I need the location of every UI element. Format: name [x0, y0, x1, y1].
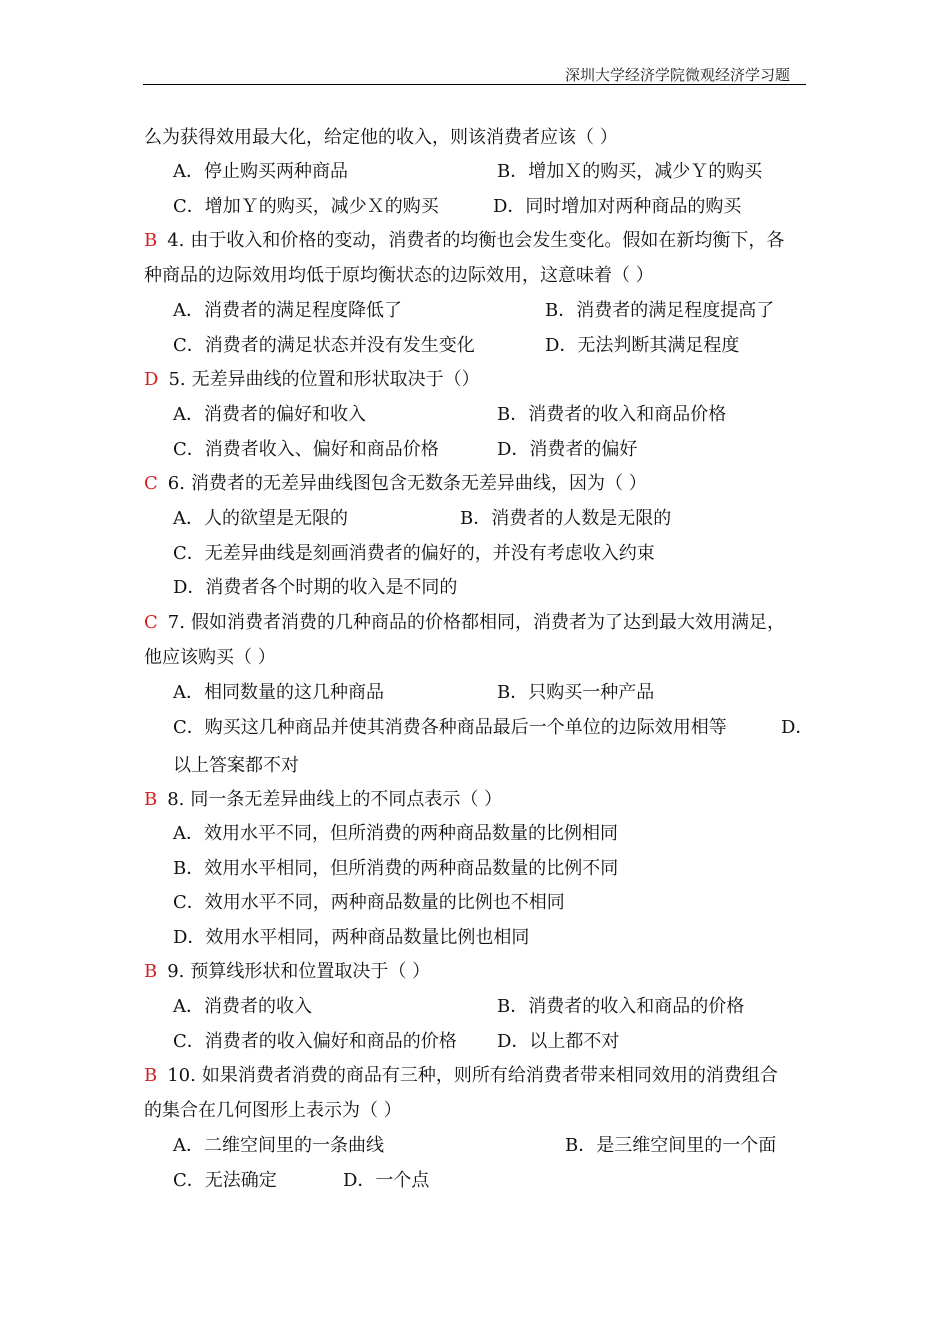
question-text: 无差异曲线的位置和形状取决于（） — [191, 369, 480, 390]
q8-option-a: A．效用水平不同，但所消费的两种商品数量的比例相同 — [173, 823, 618, 844]
q8-option-c: C．效用水平不同，两种商品数量的比例也不相同 — [173, 892, 565, 913]
question-8 — [144, 788, 502, 812]
q6-option-c: C．无差异曲线是刻画消费者的偏好的，并没有考虑收入约束 — [173, 543, 655, 564]
q7-option-c: C．购买这几种商品并使其消费各种商品最后一个单位的边际效用相等 — [173, 717, 727, 738]
header-title: 深圳大学经济学院微观经济学习题 — [564, 66, 790, 84]
question-text: 由于收入和价格的变动，消费者的均衡也会发生变化。假如在新均衡下，各 — [190, 230, 785, 251]
question-10-line2: 的集合在几何图形上表示为（ ） — [144, 1100, 402, 1121]
question-7-line2: 他应该购买（ ） — [144, 647, 276, 668]
question-text: 如果消费者消费的商品有三种，则所有给消费者带来相同效用的消费组合 — [201, 1065, 778, 1086]
q7-option-d-label: D． — [781, 717, 814, 738]
question-number: 8. — [167, 789, 185, 810]
q8-option-b: B．效用水平相同，但所消费的两种商品数量的比例不同 — [173, 858, 619, 879]
question-4-line2: 种商品的边际效用均低于原均衡状态的边际效用，这意味着（ ） — [144, 265, 654, 286]
question-number: 4. — [167, 230, 185, 251]
q6-option-a: A．人的欲望是无限的 — [173, 508, 348, 529]
question-number: 9. — [167, 961, 185, 982]
q7-option-b: B．只购买一种产品 — [497, 682, 655, 703]
question-6 — [144, 472, 647, 496]
q5-option-c: C．消费者收入、偏好和商品价格 — [173, 439, 439, 460]
answer-mark: D — [144, 369, 159, 390]
q3-option-d: D．同时增加对两种商品的购买 — [493, 196, 742, 217]
question-5 — [144, 368, 480, 392]
q4-option-b: B．消费者的满足程度提高了 — [545, 300, 775, 321]
answer-mark: B — [144, 789, 158, 810]
header-rule — [143, 84, 806, 85]
q4-option-a: A．消费者的满足程度降低了 — [173, 300, 402, 321]
question-number: 5. — [168, 369, 186, 390]
question-text: 假如消费者消费的几种商品的价格都相同，消费者为了达到最大效用满足， — [190, 612, 785, 633]
q6-option-b: B．消费者的人数是无限的 — [460, 508, 672, 529]
answer-mark: B — [144, 1065, 158, 1086]
answer-mark: C — [144, 473, 158, 494]
question-number: 10. — [167, 1065, 196, 1086]
question-3-continuation: 么为获得效用最大化，给定他的收入，则该消费者应该（ ） — [144, 127, 618, 148]
question-number: 6. — [167, 473, 185, 494]
q3-option-c: C．增加Ｙ的购买，减少Ｘ的购买 — [173, 196, 439, 217]
q3-option-b: B．增加Ｘ的购买，减少Ｙ的购买 — [497, 161, 763, 182]
q7-option-a: A．相同数量的这几种商品 — [173, 682, 384, 703]
q5-option-d: D．消费者的偏好 — [497, 439, 638, 460]
question-number: 7. — [167, 612, 185, 633]
q5-option-b: B．消费者的收入和商品价格 — [497, 404, 727, 425]
answer-mark: B — [144, 230, 158, 251]
q6-option-d: D．消费者各个时期的收入是不同的 — [173, 577, 458, 598]
answer-mark: C — [144, 612, 158, 633]
q8-option-d: D．效用水平相同，两种商品数量比例也相同 — [173, 927, 530, 948]
q9-option-a: A．消费者的收入 — [173, 996, 312, 1017]
answer-mark: B — [144, 961, 158, 982]
question-text: 预算线形状和位置取决于（ ） — [190, 961, 431, 982]
q10-option-a: A．二维空间里的一条曲线 — [173, 1135, 384, 1156]
q10-option-c: C．无法确定 — [173, 1170, 277, 1191]
question-text: 消费者的无差异曲线图包含无数条无差异曲线，因为（ ） — [190, 473, 647, 494]
q9-option-d: D．以上都不对 — [497, 1031, 620, 1052]
question-9 — [144, 960, 430, 984]
question-4 — [144, 229, 784, 253]
q10-option-d: D．一个点 — [343, 1170, 430, 1191]
q5-option-a: A．消费者的偏好和收入 — [173, 404, 366, 425]
question-text: 同一条无差异曲线上的不同点表示（ ） — [190, 789, 503, 810]
q9-option-b: B．消费者的收入和商品的价格 — [497, 996, 745, 1017]
q9-option-c: C．消费者的收入偏好和商品的价格 — [173, 1031, 457, 1052]
q10-option-b: B．是三维空间里的一个面 — [565, 1135, 777, 1156]
q3-option-a: A．停止购买两种商品 — [173, 161, 348, 182]
q4-option-d: D．无法判断其满足程度 — [545, 335, 740, 356]
question-10 — [144, 1064, 778, 1088]
question-7 — [144, 611, 785, 635]
q7-option-d: 以上答案都不对 — [173, 755, 299, 776]
q4-option-c: C．消费者的满足状态并没有发生变化 — [173, 335, 475, 356]
